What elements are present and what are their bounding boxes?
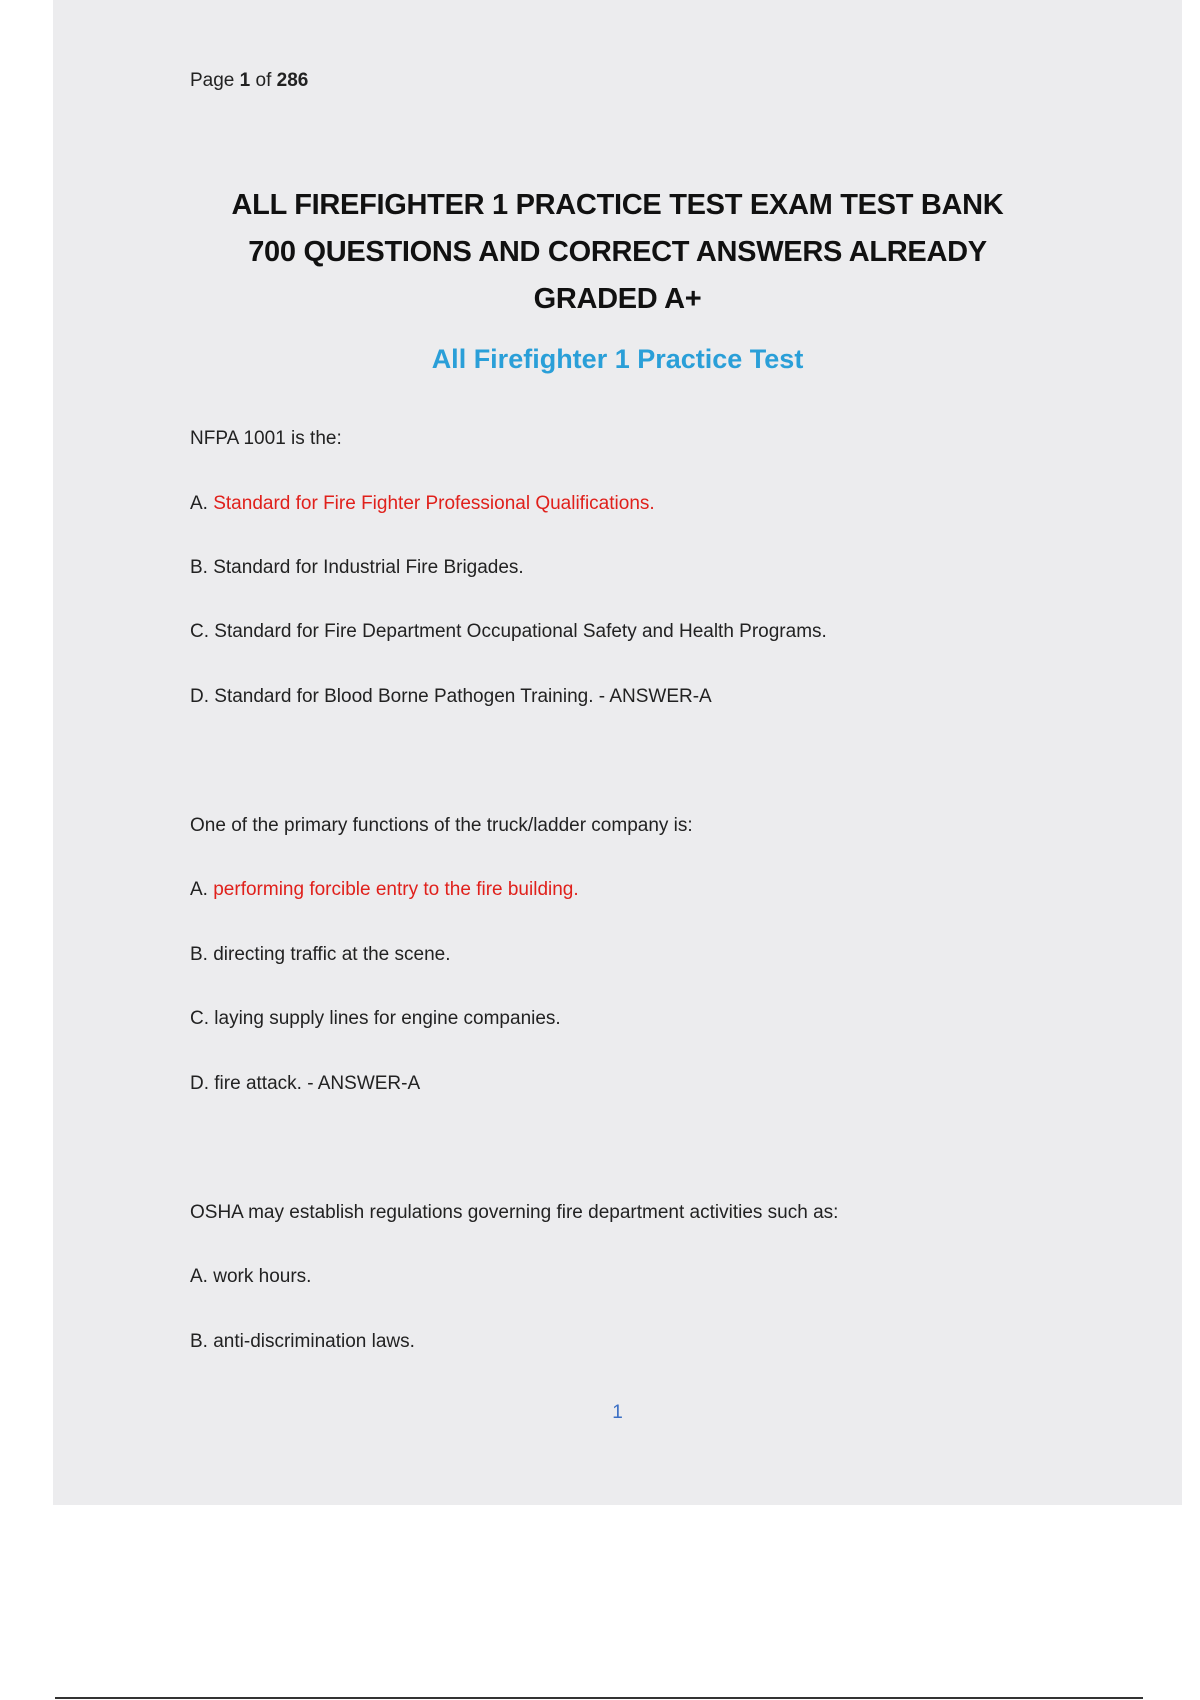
- question-3-text: OSHA may establish regulations governing fire department activities such as:: [190, 1202, 839, 1223]
- bottom-divider: [55, 1697, 1143, 1699]
- question-1-option-c: C. Standard for Fire Department Occupational Safety and Health Programs.: [190, 621, 827, 642]
- document-page: [53, 0, 1182, 1505]
- question-1-option-d: D. Standard for Blood Borne Pathogen Training. - ANSWER-A: [190, 686, 712, 707]
- question-2-option-a: [190, 879, 579, 901]
- option-a-prefix: A.: [190, 879, 214, 900]
- document-subtitle: All Firefighter 1 Practice Test: [431, 344, 804, 374]
- question-1-option-b: B. Standard for Industrial Fire Brigades.: [190, 557, 524, 578]
- question-1-option-a: [190, 493, 655, 515]
- page-number-footer: 1: [612, 1402, 623, 1423]
- correct-answer-text: performing forcible entry to the fire building.: [213, 879, 579, 900]
- question-3-option-a: A. work hours.: [190, 1266, 312, 1287]
- question-3-option-b: B. anti-discrimination laws.: [190, 1331, 415, 1352]
- question-2-option-c: C. laying supply lines for engine companies.: [190, 1008, 561, 1029]
- title-line-2: 700 QUESTIONS AND CORRECT ANSWERS ALREADY: [248, 236, 987, 268]
- page-of-label: of: [250, 70, 277, 91]
- title-line-3: GRADED A+: [533, 283, 702, 315]
- total-pages: 286: [276, 70, 309, 91]
- page-header: [190, 70, 308, 92]
- option-a-prefix: A.: [190, 493, 214, 514]
- question-2-option-b: B. directing traffic at the scene.: [190, 944, 451, 965]
- document-title: [173, 182, 1062, 323]
- page-label: Page: [190, 70, 240, 91]
- title-line-1: ALL FIREFIGHTER 1 PRACTICE TEST EXAM TEST BANK: [231, 189, 1004, 221]
- correct-answer-text: Standard for Fire Fighter Professional Qualifications.: [213, 493, 655, 514]
- question-2-option-d: D. fire attack. - ANSWER-A: [190, 1073, 421, 1094]
- current-page: 1: [239, 70, 251, 91]
- question-1-text: NFPA 1001 is the:: [190, 428, 342, 449]
- question-2-text: One of the primary functions of the truck/ladder company is:: [190, 815, 693, 836]
